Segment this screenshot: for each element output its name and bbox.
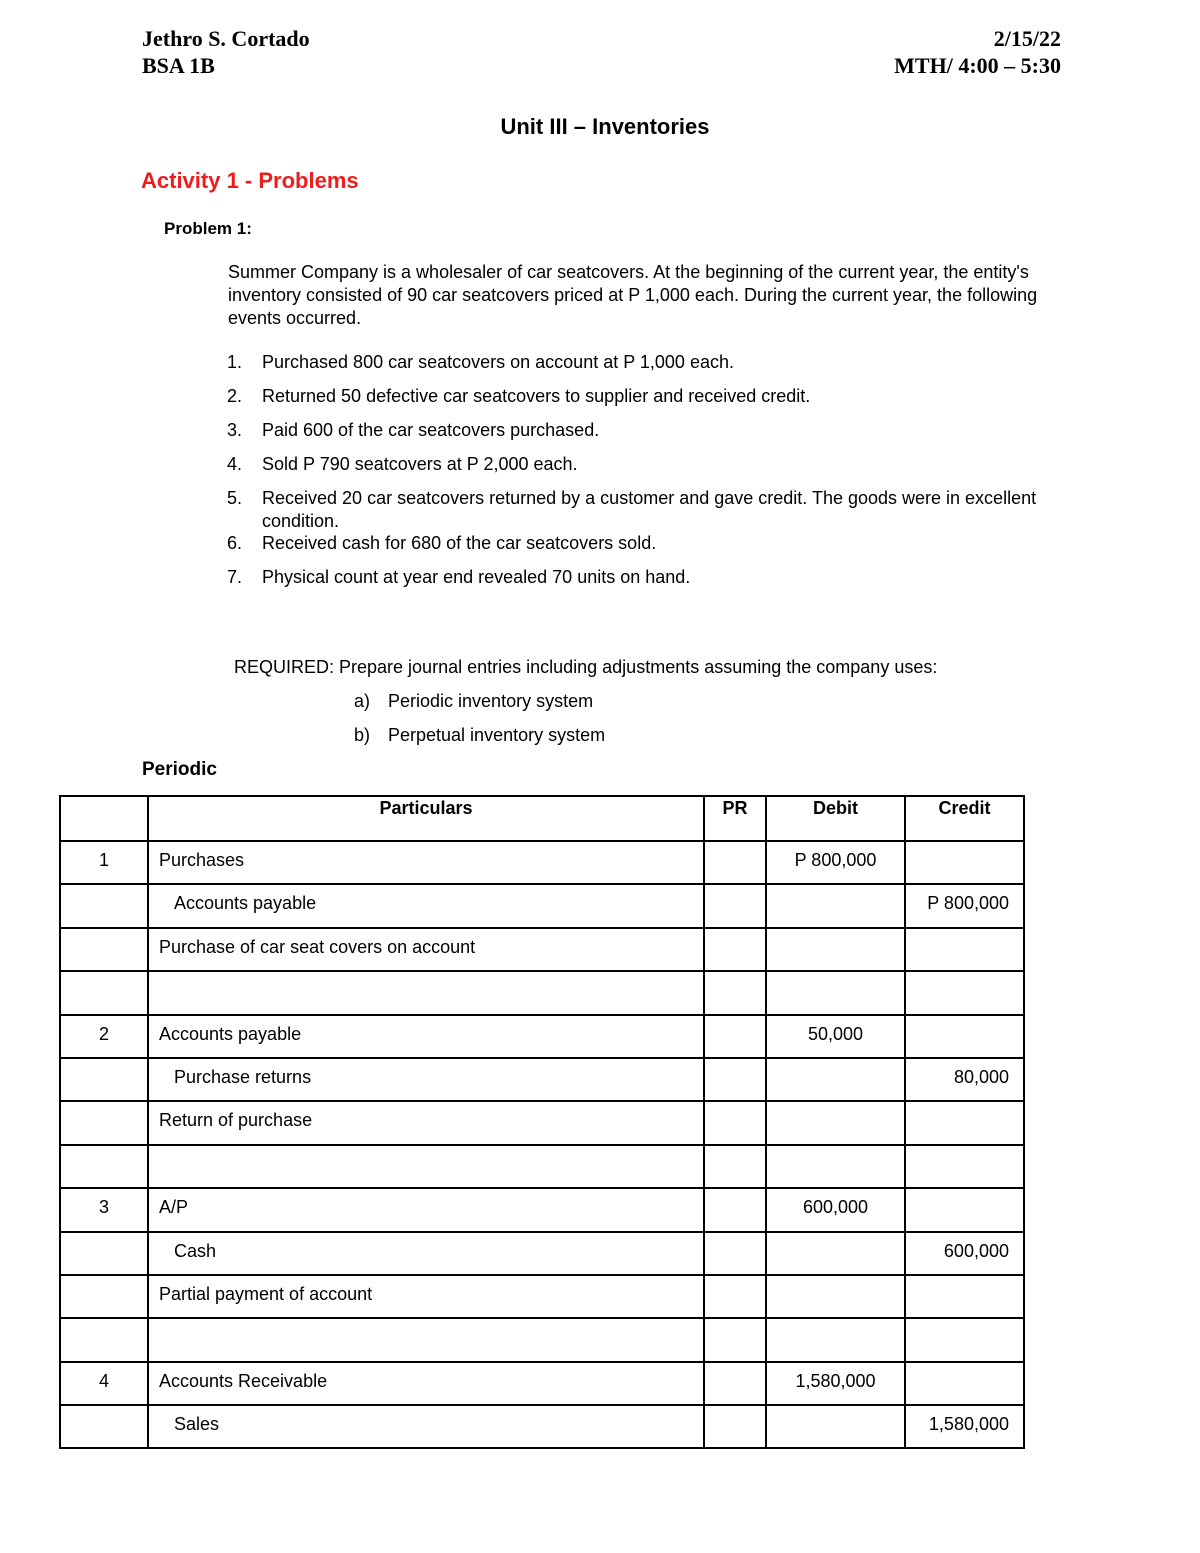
pr-cell — [704, 1318, 766, 1361]
event-number: 5. — [227, 488, 243, 508]
pr-cell — [704, 1015, 766, 1058]
debit-cell — [766, 1145, 905, 1188]
pr-cell — [704, 1232, 766, 1275]
particulars-cell: Cash — [148, 1232, 704, 1275]
entry-number-cell: 1 — [60, 841, 148, 884]
entry-number-cell: 3 — [60, 1188, 148, 1231]
pr-cell — [704, 1362, 766, 1405]
list-item — [227, 419, 1057, 442]
option-letter: b) — [354, 725, 371, 745]
credit-cell: 1,580,000 — [905, 1405, 1024, 1448]
table-row — [60, 1405, 1024, 1448]
table-row — [60, 1188, 1024, 1231]
credit-cell: 600,000 — [905, 1232, 1024, 1275]
class-section: BSA 1B — [142, 53, 215, 78]
entry-number-cell — [60, 1318, 148, 1361]
event-text: Received cash for 680 of the car seatcovers sold. — [262, 533, 657, 553]
list-item — [227, 532, 1057, 555]
particulars-cell — [148, 971, 704, 1014]
activity-title: Activity 1 - Problems — [141, 168, 359, 193]
debit-cell: 600,000 — [766, 1188, 905, 1231]
debit-cell — [766, 928, 905, 971]
particulars-cell: Return of purchase — [148, 1101, 704, 1144]
required-instruction: REQUIRED: Prepare journal entries including adjustments assuming the company uses: — [234, 657, 938, 677]
periodic-heading: Periodic — [142, 759, 217, 780]
option-item — [354, 725, 605, 746]
table-row — [60, 971, 1024, 1014]
table-row — [60, 1058, 1024, 1101]
table-row — [60, 1101, 1024, 1144]
entry-number-cell — [60, 971, 148, 1014]
particulars-cell: Partial payment of account — [148, 1275, 704, 1318]
particulars-cell: Sales — [148, 1405, 704, 1448]
pr-cell — [704, 1405, 766, 1448]
header-pr: PR — [704, 796, 766, 841]
table-row — [60, 1232, 1024, 1275]
event-number: 4. — [227, 454, 243, 474]
particulars-cell — [148, 1145, 704, 1188]
credit-cell — [905, 971, 1024, 1014]
header-credit: Credit — [905, 796, 1024, 841]
debit-cell: P 800,000 — [766, 841, 905, 884]
pr-cell — [704, 884, 766, 927]
entry-number-cell — [60, 1232, 148, 1275]
pr-cell — [704, 1145, 766, 1188]
pr-cell — [704, 1101, 766, 1144]
credit-cell — [905, 1188, 1024, 1231]
unit-title: Unit III – Inventories — [500, 114, 710, 139]
credit-cell — [905, 1275, 1024, 1318]
table-row — [60, 1362, 1024, 1405]
particulars-cell: Accounts payable — [148, 1015, 704, 1058]
pr-cell — [704, 841, 766, 884]
table-row — [60, 884, 1024, 927]
particulars-cell: A/P — [148, 1188, 704, 1231]
debit-cell — [766, 971, 905, 1014]
particulars-cell — [148, 1318, 704, 1361]
credit-cell — [905, 1145, 1024, 1188]
entry-number-cell: 4 — [60, 1362, 148, 1405]
option-text: Perpetual inventory system — [388, 725, 606, 745]
credit-cell — [905, 1318, 1024, 1361]
date: 2/15/22 — [993, 26, 1061, 51]
event-text: Purchased 800 car seatcovers on account at P 1,000 each. — [262, 352, 734, 372]
event-number: 7. — [227, 567, 243, 587]
event-text: Sold P 790 seatcovers at P 2,000 each. — [262, 454, 578, 474]
entry-number-cell: 2 — [60, 1015, 148, 1058]
event-number: 2. — [227, 386, 243, 406]
pr-cell — [704, 971, 766, 1014]
entry-number-cell — [60, 1405, 148, 1448]
credit-cell: P 800,000 — [905, 884, 1024, 927]
table-row — [60, 1015, 1024, 1058]
problem-statement: Summer Company is a wholesaler of car seatcovers. At the beginning of the current year, the entity's inventory consisted of 90 car seatcovers priced at P 1,000 each. During the current year, the following events occurred. — [228, 262, 1038, 328]
journal-table — [59, 795, 1025, 1449]
pr-cell — [704, 1188, 766, 1231]
journal-body — [60, 841, 1024, 1448]
list-item — [227, 385, 1057, 408]
debit-cell — [766, 1101, 905, 1144]
debit-cell: 50,000 — [766, 1015, 905, 1058]
debit-cell — [766, 1275, 905, 1318]
entry-number-cell — [60, 1101, 148, 1144]
event-text: Received 20 car seatcovers returned by a customer and gave credit. The goods were in excellent condition. — [262, 488, 1037, 531]
student-name: Jethro S. Cortado — [142, 26, 310, 51]
header-particulars: Particulars — [148, 796, 704, 841]
pr-cell — [704, 1275, 766, 1318]
option-letter: a) — [354, 691, 371, 711]
credit-cell — [905, 928, 1024, 971]
problem-label: Problem 1: — [164, 219, 252, 238]
event-text: Returned 50 defective car seatcovers to supplier and received credit. — [262, 386, 811, 406]
option-item — [354, 691, 593, 712]
table-row — [60, 1275, 1024, 1318]
header-debit: Debit — [766, 796, 905, 841]
header-no — [60, 796, 148, 841]
debit-cell — [766, 1405, 905, 1448]
debit-cell: 1,580,000 — [766, 1362, 905, 1405]
event-text: Paid 600 of the car seatcovers purchased. — [262, 420, 600, 440]
list-item — [227, 351, 1057, 374]
event-number: 1. — [227, 352, 243, 372]
event-number: 3. — [227, 420, 243, 440]
particulars-cell: Purchase of car seat covers on account — [148, 928, 704, 971]
debit-cell — [766, 1318, 905, 1361]
debit-cell — [766, 1058, 905, 1101]
debit-cell — [766, 884, 905, 927]
pr-cell — [704, 928, 766, 971]
credit-cell: 80,000 — [905, 1058, 1024, 1101]
list-item — [227, 487, 1057, 533]
entry-number-cell — [60, 884, 148, 927]
table-row — [60, 928, 1024, 971]
table-row — [60, 1145, 1024, 1188]
event-number: 6. — [227, 533, 243, 553]
event-text: Physical count at year end revealed 70 units on hand. — [262, 567, 691, 587]
debit-cell — [766, 1232, 905, 1275]
option-text: Periodic inventory system — [388, 691, 594, 711]
entry-number-cell — [60, 928, 148, 971]
credit-cell — [905, 1362, 1024, 1405]
table-header-row — [60, 796, 1024, 841]
table-row — [60, 841, 1024, 884]
pr-cell — [704, 1058, 766, 1101]
table-row — [60, 1318, 1024, 1361]
schedule: MTH/ 4:00 – 5:30 — [894, 53, 1061, 78]
list-item — [227, 566, 1057, 589]
entry-number-cell — [60, 1145, 148, 1188]
particulars-cell: Purchases — [148, 841, 704, 884]
list-item — [227, 453, 1057, 476]
credit-cell — [905, 841, 1024, 884]
credit-cell — [905, 1101, 1024, 1144]
particulars-cell: Accounts payable — [148, 884, 704, 927]
entry-number-cell — [60, 1275, 148, 1318]
credit-cell — [905, 1015, 1024, 1058]
particulars-cell: Purchase returns — [148, 1058, 704, 1101]
particulars-cell: Accounts Receivable — [148, 1362, 704, 1405]
entry-number-cell — [60, 1058, 148, 1101]
